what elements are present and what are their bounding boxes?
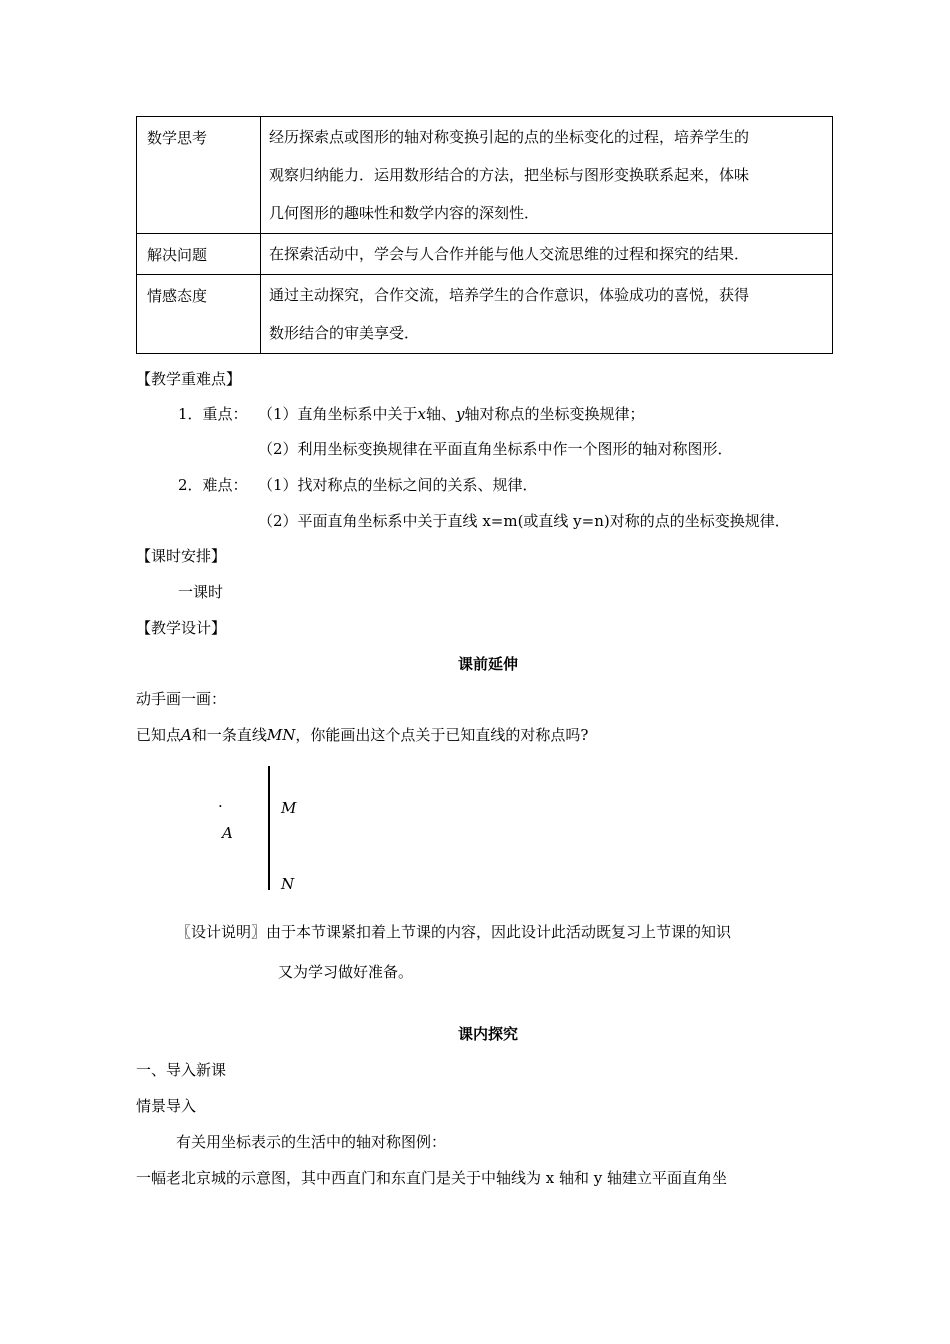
table-row (137, 275, 833, 354)
row-content (261, 117, 833, 234)
row-text-line: 在探索活动中，学会与人合作并能与他人交流思维的过程和探究的结果． (269, 245, 750, 263)
key-point-1-label: 1．重点： (178, 405, 248, 423)
activity-label: 动手画一画： (136, 690, 227, 708)
row-text-line: 经历探索点或图形的轴对称变换引起的点的坐标变化的过程，培养学生的 (269, 128, 750, 146)
key-point-2b: （2）平面直角坐标系中关于直线 x=m(或直线 y=n)对称的点的坐标变换规律． (258, 512, 790, 530)
part-1-heading: 一、导入新课 (136, 1061, 227, 1079)
row-text-line: 通过主动探究，合作交流，培养学生的合作意识，体验成功的喜悦，获得 (269, 286, 750, 304)
design-heading: 【教学设计】 (136, 619, 227, 637)
row-text-line: 数形结合的审美享受． (269, 324, 420, 342)
table-row (137, 117, 833, 234)
key-point-1a-mid: 轴、 (426, 405, 457, 423)
row-text-line: 几何图形的趣味性和数学内容的深刻性． (269, 204, 540, 222)
question-text (136, 725, 588, 745)
point-a-label: A (222, 824, 233, 842)
line-mn (268, 766, 270, 890)
line-label-m: M (281, 799, 297, 817)
intro-text: 有关用坐标表示的生活中的轴对称图例： (176, 1133, 447, 1151)
key-point-2a: （1）找对称点的坐标之间的关系、规律． (258, 476, 538, 494)
schedule-heading: 【课时安排】 (136, 547, 227, 565)
question-pre: 已知点 (136, 726, 182, 744)
row-label: 解决问题 (137, 234, 261, 275)
schedule-value: 一课时 (178, 583, 224, 601)
key-point-2-label: 2．难点： (178, 476, 248, 494)
line-mn-symbol: MN (266, 726, 296, 744)
key-point-1a-pre: （1）直角坐标系中关于 (258, 405, 418, 423)
key-point-1b: （2）利用坐标变换规律在平面直角坐标系中作一个图形的轴对称图形． (258, 440, 733, 458)
scenario-heading: 情景导入 (136, 1097, 197, 1115)
row-label: 情感态度 (137, 275, 261, 354)
key-point-1a (258, 404, 645, 424)
question-post: ，你能画出这个点关于已知直线的对称点吗? (295, 726, 589, 744)
table-row (137, 234, 833, 275)
line-label-n: N (281, 875, 295, 893)
x-axis-symbol: x (417, 405, 427, 423)
design-note-line-1: 〖设计说明〗由于本节课紧扣着上节课的内容，因此设计此活动既复习上节课的知识 (176, 923, 732, 941)
paragraph-text: 一幅老北京城的示意图，其中西直门和东直门是关于中轴线为 x 轴和 y 轴建立平面直角坐 (136, 1169, 728, 1187)
section-title-in-class: 课内探究 (458, 1025, 519, 1043)
key-point-1a-post: 轴对称点的坐标变换规律； (464, 405, 645, 423)
row-text-line: 观察归纳能力．运用数形结合的方法，把坐标与图形变换联系起来，体味 (269, 166, 750, 184)
point-a-dot: · (218, 797, 223, 815)
row-label: 数学思考 (137, 117, 261, 234)
row-content (261, 234, 833, 275)
key-points-heading: 【教学重难点】 (136, 370, 242, 388)
row-content (261, 275, 833, 354)
y-axis-symbol: y (456, 405, 465, 423)
section-title-pre-class: 课前延伸 (458, 655, 519, 673)
objectives-table (136, 116, 833, 354)
design-note-line-2: 又为学习做好准备。 (278, 963, 414, 981)
question-mid: 和一条直线 (191, 726, 267, 744)
point-a-symbol: A (181, 726, 192, 744)
